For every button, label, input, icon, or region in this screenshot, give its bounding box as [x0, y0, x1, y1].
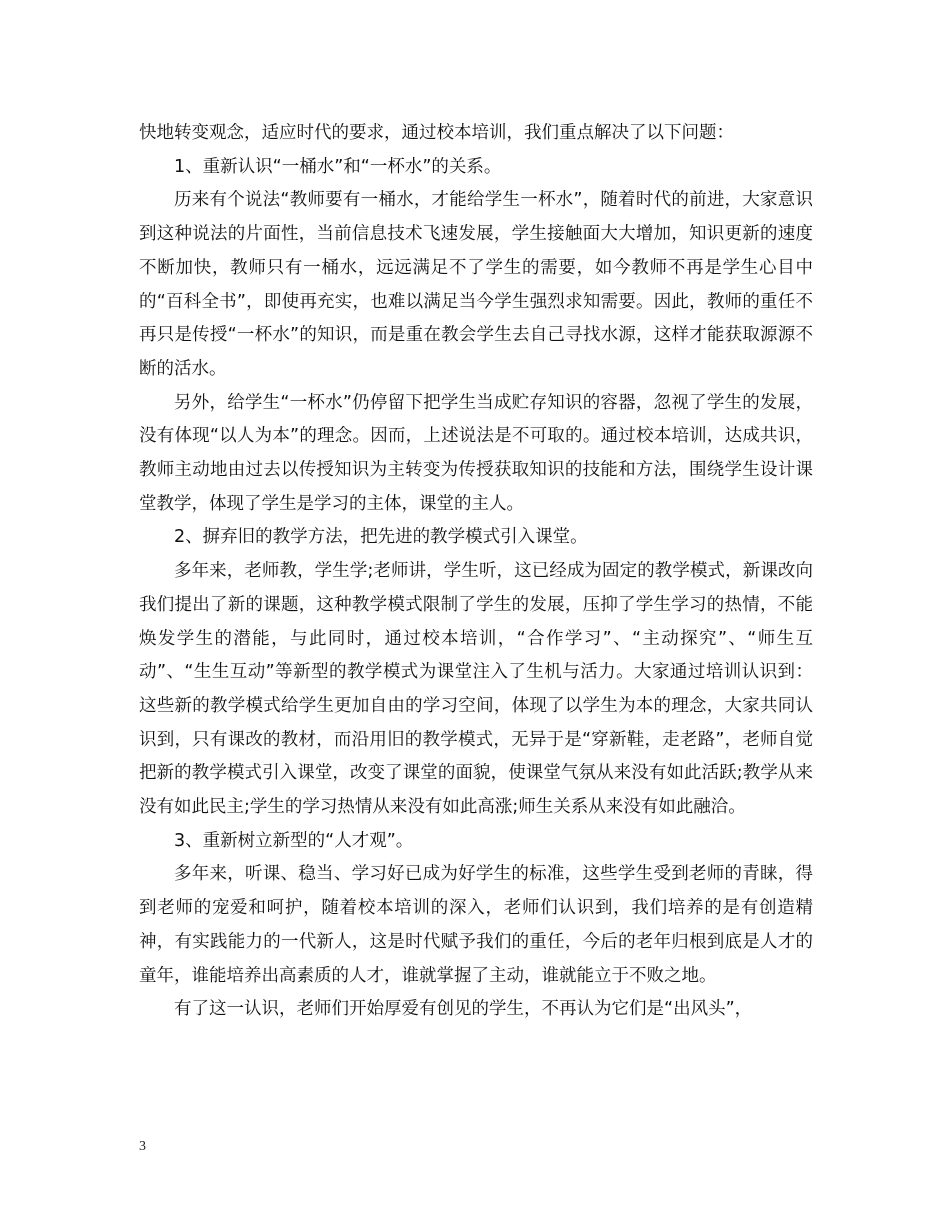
paragraph: 2、摒弃旧的教学方法，把先进的教学模式引入课堂。	[174, 527, 588, 548]
paragraph: 另外，给学生“一杯水”仍停留下把学生当成贮存知识的容器，忽视了学生的发展，没有体现“以人为本”的理念。因而，上述说法是不可取的。通过校本培训，达成共识，教师主动地由过去以传授知识为主转变为传授获取知识的技能和方法，围绕学生设计课堂教学，体现了学生是学习的主体，课堂的主人。	[139, 392, 813, 514]
document-body	[139, 117, 813, 1027]
page-number: 3	[139, 1139, 146, 1154]
paragraph: 3、重新树立新型的“人才观”。	[174, 830, 414, 851]
paragraph: 有了这一认识，老师们开始厚爱有创见的学生，不再认为它们是“出风头”，	[174, 999, 753, 1020]
paragraph: 快地转变观念，适应时代的要求，通过校本培训，我们重点解决了以下问题：	[139, 123, 734, 143]
paragraph: 多年来，老师教，学生学;老师讲，学生听，这已经成为固定的教学模式，新课改向我们提出了新的课题，这种教学模式限制了学生的发展，压抑了学生学习的热情，不能焕发学生的潜能，与此同时，通过校本培训，“合作学习”、“主动探究”、“师生互动”、“生生互动”等新型的教学模式为课堂注入了生机与活力。大家通过培训认识到：这些新的教学模式给学生更加自由的学习空间，体现了以学生为本的理念，大家共同认识到，只有课改的教材，而沿用旧的教学模式，无异于是“穿新鞋，走老路”，老师自觉把新的教学模式引入课堂，改变了课堂的面貌，使课堂气氛从来没有如此活跃;教学从来没有如此民主;学生的学习热情从来没有如此高涨;师生关系从来没有如此融洽。	[139, 561, 813, 818]
paragraph: 多年来，听课、稳当、学习好已成为好学生的标准，这些学生受到老师的青睐，得到老师的宠爱和呵护，随着校本培训的深入，老师们认识到，我们培养的是有创造精神，有实践能力的一代新人，这是时代赋予我们的重任，今后的老年归根到底是人才的童年，谁能培养出高素质的人才，谁就掌握了主动，谁就能立于不败之地。	[139, 864, 813, 986]
paragraph: 1、重新认识“一桶水”和“一杯水”的关系。	[174, 156, 502, 177]
paragraph: 历来有个说法“教师要有一桶水，才能给学生一杯水”，随着时代的前进，大家意识到这种说法的片面性，当前信息技术飞速发展，学生接触面大大增加，知识更新的速度不断加快，教师只有一桶水，远远满足不了学生的需要，如今教师不再是学生心目中的“百科全书”，即使再充实，也难以满足当今学生强烈求知需要。因此，教师的重任不再只是传授“一杯水”的知识，而是重在教会学生去自己寻找水源，这样才能获取源源不断的活水。	[139, 190, 813, 379]
